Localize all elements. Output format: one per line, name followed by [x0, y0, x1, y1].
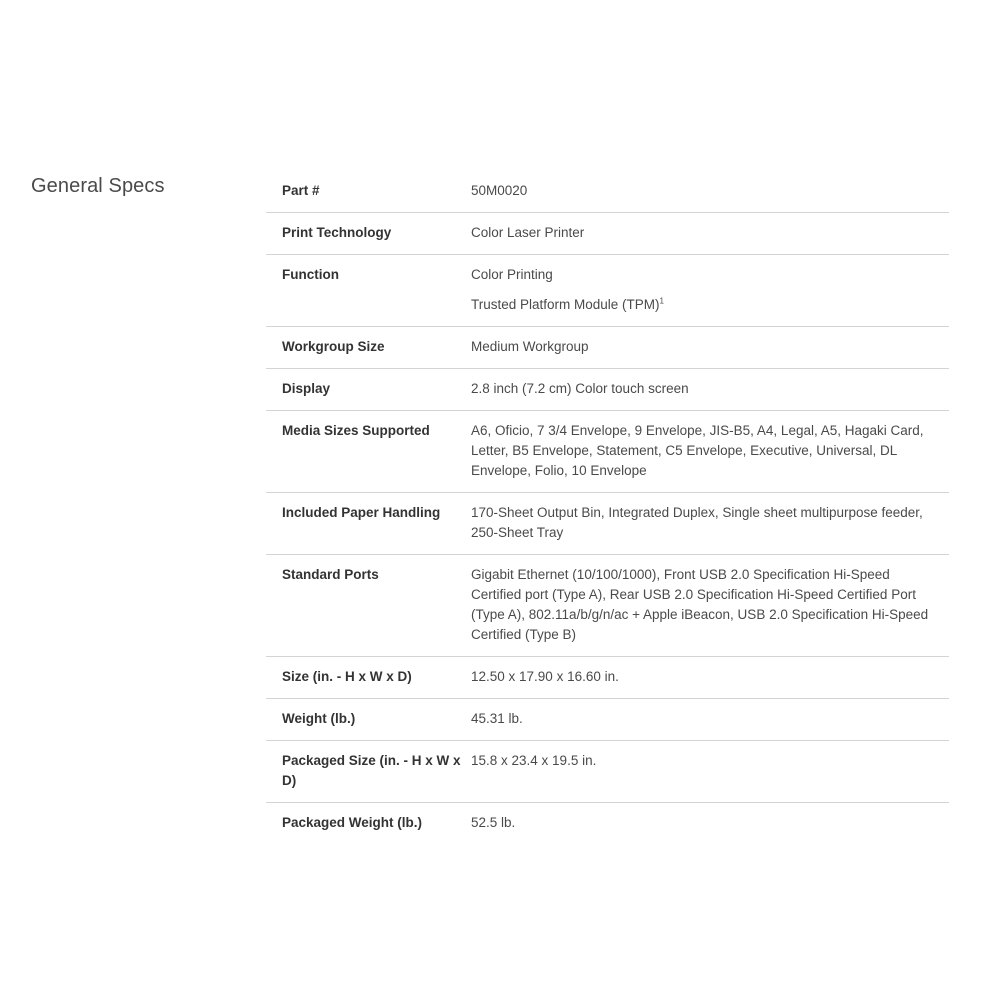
spec-value	[471, 709, 949, 729]
spec-row-function	[266, 255, 949, 327]
spec-value	[471, 265, 949, 315]
spec-value	[471, 667, 949, 687]
spec-row-size	[266, 657, 949, 699]
spec-value-line: Gigabit Ethernet (10/100/1000), Front USB 2.0 Specification Hi-Speed Certified port (Type A), Rear USB 2.0 Specification Hi-Speed Certified Port (Type A), 802.11a/b/g/n/ac + Apple iBeacon, USB 2.0 Specification Hi-Speed Certified (Type B)	[471, 567, 929, 642]
spec-label: Display	[282, 381, 331, 396]
spec-value-line: 170-Sheet Output Bin, Integrated Duplex, Single sheet multipurpose feeder, 250-Sheet Tray	[471, 505, 923, 540]
spec-value-line: 45.31 lb.	[471, 711, 523, 726]
spec-table	[266, 171, 949, 844]
spec-value	[471, 565, 949, 645]
spec-value-line	[471, 295, 929, 315]
spec-label: Included Paper Handling	[282, 505, 441, 520]
spec-label: Packaged Weight (lb.)	[282, 815, 423, 830]
spec-row-media-sizes	[266, 411, 949, 493]
spec-value-line: 12.50 x 17.90 x 16.60 in.	[471, 669, 619, 684]
spec-value-line: 50M0020	[471, 183, 528, 198]
spec-label: Standard Ports	[282, 567, 379, 582]
spec-label: Print Technology	[282, 225, 392, 240]
spec-value	[471, 379, 949, 399]
spec-value	[471, 223, 949, 243]
spec-label: Part #	[282, 183, 320, 198]
spec-value-line: Color Printing	[471, 267, 553, 282]
spec-value	[471, 813, 949, 833]
spec-label: Function	[282, 267, 339, 282]
spec-value-line: Color Laser Printer	[471, 225, 585, 240]
spec-value-line: A6, Oficio, 7 3/4 Envelope, 9 Envelope, JIS-B5, A4, Legal, A5, Hagaki Card, Letter, B5 Envelope, Statement, C5 Envelope, Executive, Universal, DL Envelope, Folio, 10 Envelope	[471, 423, 924, 478]
spec-label: Media Sizes Supported	[282, 423, 430, 438]
spec-label: Size (in. - H x W x D)	[282, 669, 412, 684]
spec-row-standard-ports	[266, 555, 949, 657]
spec-value-line: Medium Workgroup	[471, 339, 589, 354]
spec-row-workgroup-size	[266, 327, 949, 369]
spec-value	[471, 751, 949, 791]
spec-row-display	[266, 369, 949, 411]
spec-row-packaged-weight	[266, 803, 949, 844]
section-title: General Specs	[31, 175, 165, 197]
spec-label: Weight (lb.)	[282, 711, 356, 726]
spec-value-text: Trusted Platform Module (TPM)	[471, 297, 660, 312]
spec-row-part-number	[266, 171, 949, 213]
spec-label: Packaged Size (in. - H x W x D)	[282, 753, 461, 788]
spec-value	[471, 337, 949, 357]
spec-value	[471, 421, 949, 481]
spec-row-print-technology	[266, 213, 949, 255]
spec-label: Workgroup Size	[282, 339, 385, 354]
spec-value	[471, 181, 949, 201]
spec-row-paper-handling	[266, 493, 949, 555]
spec-row-weight	[266, 699, 949, 741]
spec-row-packaged-size	[266, 741, 949, 803]
footnote-marker[interactable]: 1	[659, 296, 664, 306]
spec-value-line: 2.8 inch (7.2 cm) Color touch screen	[471, 381, 689, 396]
spec-value	[471, 503, 949, 543]
spec-value-line: 15.8 x 23.4 x 19.5 in.	[471, 753, 597, 768]
spec-value-line: 52.5 lb.	[471, 815, 516, 830]
